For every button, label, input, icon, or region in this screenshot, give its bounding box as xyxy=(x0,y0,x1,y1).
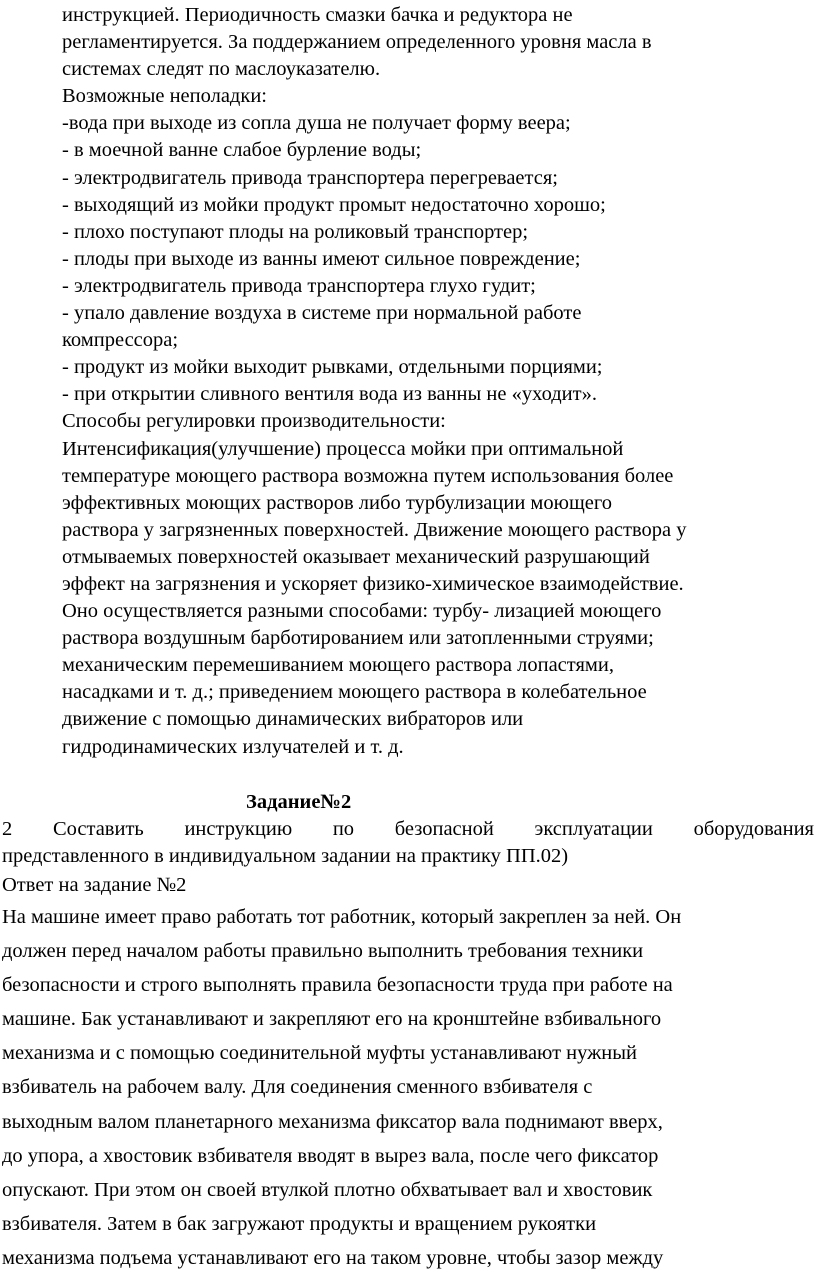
text-line: до упора, а хвостовик взбивателя вводят в вырез вала, после чего фиксатор xyxy=(2,1144,659,1167)
text-line: безопасности и строго выполнять правила безопасности труда при работе на xyxy=(2,974,673,997)
list-item: - продукт из мойки выходит рывками, отдельными порциями; xyxy=(62,356,603,379)
task-line: 2 Составить инструкцию по безопасной эксплуатации оборудования xyxy=(2,818,814,840)
text-line: должен перед началом работы правильно выполнить требования техники xyxy=(2,940,644,963)
task-line: представленного в индивидуальном задании на практику ПП.02) xyxy=(2,845,569,867)
text-line: инструкцией. Периодичность смазки бачка и редуктора не xyxy=(62,4,573,26)
text-line: системах следят по маслоуказателю. xyxy=(62,58,381,81)
text-line: Оно осуществляется разными способами: турбу- лизацией моющего xyxy=(62,600,662,623)
section-heading: Задание№2 xyxy=(246,791,352,813)
text-line: взбиватель на рабочем валу. Для соединения сменного взбивателя с xyxy=(2,1076,593,1099)
list-item: - упало давление воздуха в системе при нормальной работе xyxy=(62,302,582,325)
text-block-malfunctions xyxy=(62,2,814,761)
text-line: движение с помощью динамических вибраторов или xyxy=(62,708,524,731)
text-line: регламентируется. За поддержанием определенного уровня масла в xyxy=(62,31,652,54)
task-statement xyxy=(2,816,814,870)
answer-label: Ответ на задание №2 xyxy=(2,874,187,896)
list-item: - плоды при выходе из ванны имеют сильное повреждение; xyxy=(62,247,581,270)
text-line: Возможные неполадки: xyxy=(62,85,267,108)
text-line: эффект на загрязнения и ускоряет физико-химическое взаимодействие. xyxy=(62,572,684,595)
list-item: - выходящий из мойки продукт промыт недостаточно хорошо; xyxy=(62,193,606,216)
list-item: - электродвигатель привода транспортера перегревается; xyxy=(62,166,558,189)
text-line: На машине имеет право работать тот работник, который закреплен за ней. Он xyxy=(2,906,682,928)
text-line: взбивателя. Затем в бак загружают продукты и вращением рукоятки xyxy=(2,1212,597,1235)
list-item: - плохо поступают плоды на роликовый транспортер; xyxy=(62,220,529,243)
text-line: машине. Бак устанавливают и закрепляют его на кронштейне взбивального xyxy=(2,1008,662,1031)
list-item: - в моечной ванне слабое бурление воды; xyxy=(62,139,422,162)
text-line: механизма подъема устанавливают его на таком уровне, чтобы зазор между xyxy=(2,1246,664,1269)
text-line: насадками и т. д.; приведением моющего раствора в колебательное xyxy=(62,681,647,704)
text-line: температуре моющего раствора возможна путем использования более xyxy=(62,464,674,487)
text-line: гидродинамических излучателей и т. д. xyxy=(62,735,404,758)
text-line: отмываемых поверхностей оказывает механический разрушающий xyxy=(62,545,650,568)
list-item: компрессора; xyxy=(62,329,179,352)
text-line: эффективных моющих растворов либо турбулизации моющего xyxy=(62,491,613,514)
text-line: выходным валом планетарного механизма фиксатор вала поднимают вверх, xyxy=(2,1110,663,1133)
text-line: раствора у загрязненных поверхностей. Движение моющего раствора у xyxy=(62,518,687,541)
text-block-answer xyxy=(2,900,814,1275)
text-line: раствора воздушным барботированием или затопленными струями; xyxy=(62,627,654,650)
list-item: -вода при выходе из сопла душа не получает форму веера; xyxy=(62,112,571,135)
text-line: механическим перемешиванием моющего раствора лопастями, xyxy=(62,654,614,677)
list-item: - электродвигатель привода транспортера глухо гудит; xyxy=(62,274,536,297)
text-line: Интенсификация(улучшение) процесса мойки при оптимальной xyxy=(62,437,624,460)
list-item: - при открытии сливного вентиля вода из ванны не «уходит». xyxy=(62,383,597,406)
text-line: опускают. При этом он своей втулкой плотно обхватывает вал и хвостовик xyxy=(2,1178,653,1201)
text-line: механизма и с помощью соединительной муфты устанавливают нужный xyxy=(2,1042,638,1065)
text-line: Способы регулировки производительности: xyxy=(62,410,446,433)
